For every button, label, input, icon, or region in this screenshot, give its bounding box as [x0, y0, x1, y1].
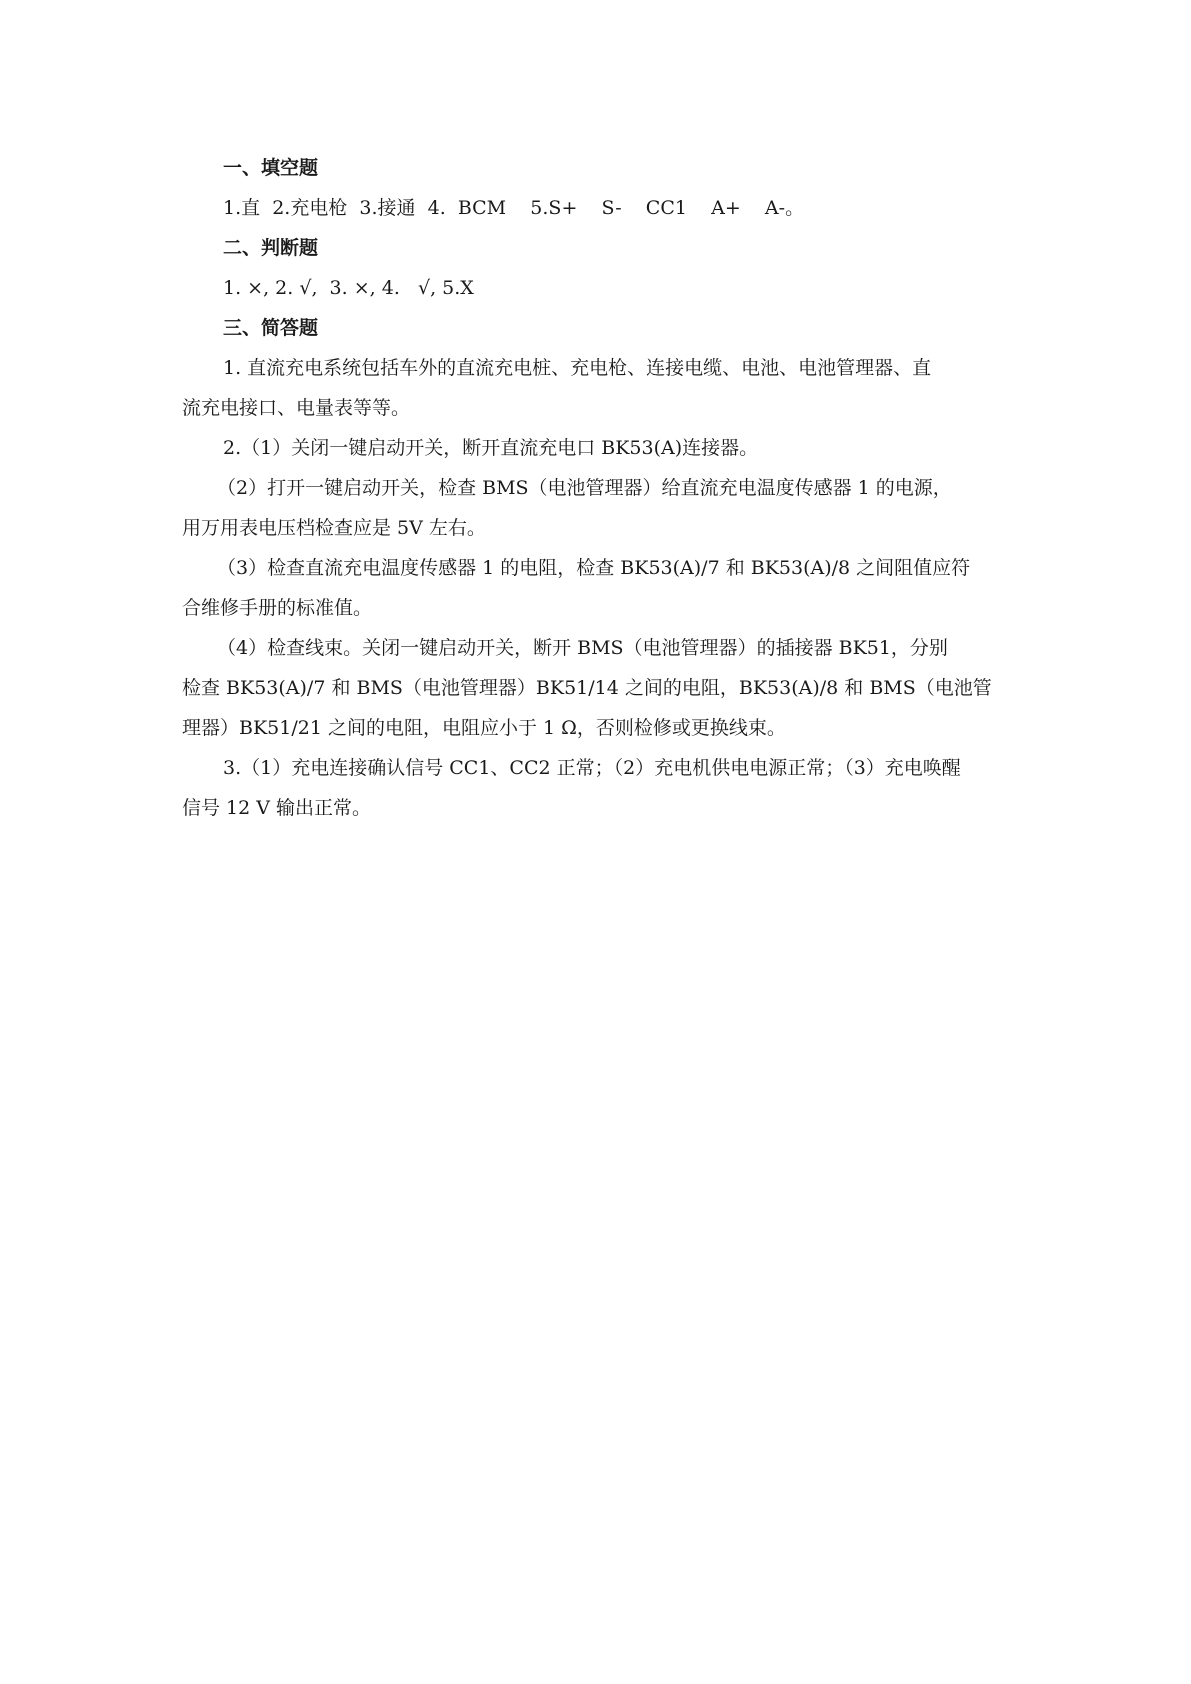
paragraph-line: 2.（1）关闭一键启动开关，断开直流充电口 BK53(A)连接器。 — [223, 437, 759, 459]
short-answer-3 — [182, 748, 1017, 828]
paragraph-line: 理器）BK51/21 之间的电阻，电阻应小于 1 Ω，否则检修或更换线束。 — [182, 717, 786, 739]
short-answer-1 — [182, 348, 1017, 428]
paragraph-line: 检查 BK53(A)/7 和 BMS（电池管理器）BK51/14 之间的电阻，BK53(A)/8 和 BMS（电池管 — [182, 677, 992, 699]
short-answer-2 — [182, 428, 1017, 748]
paragraph-line: （2）打开一键启动开关，检查 BMS（电池管理器）给直流充电温度传感器 1 的电源， — [217, 477, 952, 499]
paragraph-line: （4）检查线束。关闭一键启动开关，断开 BMS（电池管理器）的插接器 BK51，分别 — [217, 637, 948, 659]
paragraph-line: 1. 直流充电系统包括车外的直流充电桩、充电枪、连接电缆、电池、电池管理器、直 — [223, 357, 932, 379]
true-false-answers: 1. ×, 2. √, 3. ×, 4. √, 5.X — [223, 277, 474, 299]
fill-in-answers: 1.直 2.充电枪 3.接通 4. BCM 5.S+ S- CC1 A+ A-。 — [223, 197, 805, 219]
paragraph-line: 合维修手册的标准值。 — [182, 597, 373, 619]
section-heading-fill-in: 一、填空题 — [223, 157, 319, 179]
paragraph-line: （3）检查直流充电温度传感器 1 的电阻，检查 BK53(A)/7 和 BK53(A)/8 之间阻值应符 — [217, 557, 971, 579]
answer-key — [182, 148, 1017, 828]
paragraph-line: 用万用表电压档检查应是 5V 左右。 — [182, 517, 486, 539]
section-heading-true-false: 二、判断题 — [223, 237, 319, 259]
paragraph-line: 信号 12 V 输出正常。 — [182, 797, 372, 819]
paragraph-line: 流充电接口、电量表等等。 — [182, 397, 411, 419]
section-heading-short-answer: 三、简答题 — [223, 317, 319, 339]
paragraph-line: 3.（1）充电连接确认信号 CC1、CC2 正常；（2）充电机供电电源正常；（3）充电唤醒 — [223, 757, 961, 779]
